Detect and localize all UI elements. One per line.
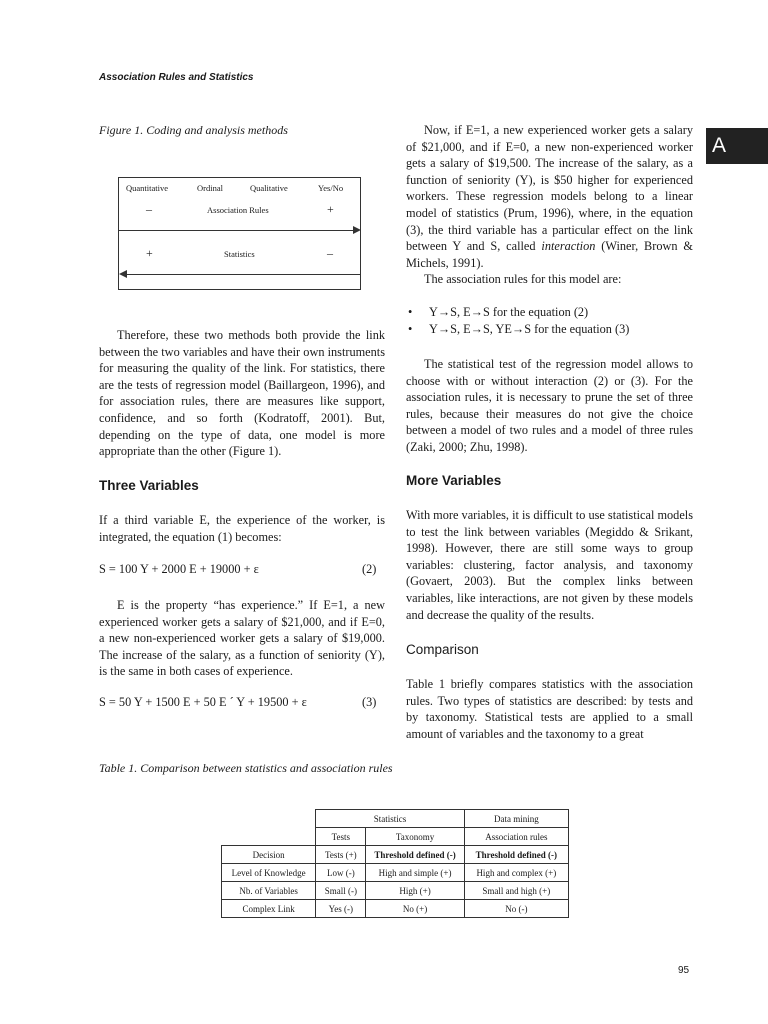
left-arrow-line: [123, 274, 361, 275]
list-item: • Y→S, E→S, YE→S for the equation (3): [406, 321, 693, 338]
table-sub-header: Taxonomy: [366, 828, 464, 846]
table-cell: High (+): [366, 882, 464, 900]
right-arrow-head-icon: [353, 226, 361, 234]
table-cell: Yes (-): [316, 900, 366, 918]
table-cell: High and complex (+): [464, 864, 568, 882]
table-cell: No (+): [366, 900, 464, 918]
table-group-header-statistics: Statistics: [316, 810, 464, 828]
right-arrow-line: [119, 230, 357, 231]
table-row: [222, 882, 569, 900]
table-cell: Low (-): [316, 864, 366, 882]
equation-3-number: (3): [362, 695, 377, 709]
section-tab: A: [706, 128, 768, 164]
table-cell: No (-): [464, 900, 568, 918]
left-paragraph-2: If a third variable E, the experience of the worker, is integrated, the equation (1) becomes:: [99, 513, 385, 544]
table-cell: Threshold defined (-): [464, 846, 568, 864]
table-sub-header: Association rules: [464, 828, 568, 846]
running-head: Association Rules and Statistics: [99, 72, 254, 83]
table-blank-cell: [222, 828, 316, 846]
fig-minus-sign-2: –: [327, 246, 333, 260]
table-cell: Small and high (+): [464, 882, 568, 900]
page-number: 95: [678, 965, 690, 976]
table-row-label: Nb. of Variables: [222, 882, 316, 900]
table-row-label: Complex Link: [222, 900, 316, 918]
table-cell: Small (-): [316, 882, 366, 900]
table-row: [222, 846, 569, 864]
fig-label-statistics: Statistics: [224, 249, 255, 259]
table-group-header-data-mining: Data mining: [464, 810, 568, 828]
rules-list: [406, 304, 693, 338]
left-arrow-head-icon: [119, 270, 127, 278]
comparison-table: [221, 809, 569, 918]
table-cell: Tests (+): [316, 846, 366, 864]
right-paragraph-1-tail: (Winer, Brown & Michels, 1991).: [406, 239, 693, 270]
equation-2-number: (2): [362, 562, 377, 576]
table-blank-cell: [222, 810, 316, 828]
left-paragraph-1: Therefore, these two methods both provide the link between the two variables and have their own instruments for measuring the quality of the link. For statistics, there are the tests of regression model (Baillargeon, 1996), and for association rules, there are measures like support, confidence, and so forth (Kodratoff, 2001). But, depending on the type of data, one model is more appropriate than the other (Figure 1).: [99, 328, 385, 459]
heading-three-variables: Three Variables: [99, 478, 199, 493]
fig-plus-sign-2: +: [146, 246, 153, 260]
table-caption: Table 1. Comparison between statistics and association rules: [99, 761, 393, 775]
right-paragraph-1-text: Now, if E=1, a new experienced worker gets a salary of $21,000, and if E=0, a new non-experienced worker gets a salary of $19,500. The increase of the salary, as a function of seniority (Y), is $50 higher for experienced workers. These regression models belong to a linear model of statistics (Prum, 1996), where, in the equation (3), the third variable has a particular effect on the link between Y and S, called: [406, 123, 693, 254]
figure-caption: Figure 1. Coding and analysis methods: [99, 123, 288, 137]
fig-label-qualitative: Qualitative: [250, 183, 288, 193]
table-row-label: Level of Knowledge: [222, 864, 316, 882]
heading-comparison: Comparison: [406, 642, 479, 657]
fig-plus-sign: +: [327, 202, 334, 216]
fig-label-ordinal: Ordinal: [197, 183, 223, 193]
figure-1-diagram: [118, 177, 361, 290]
equation-3: S = 50 Y + 1500 E + 50 E ´ Y + 19500 + ε: [99, 695, 307, 709]
table-sub-header: Tests: [316, 828, 366, 846]
fig-label-yesno: Yes/No: [318, 183, 344, 193]
fig-label-association-rules: Association Rules: [207, 205, 269, 215]
right-paragraph-1: [406, 122, 693, 271]
right-paragraph-2: The statistical test of the regression model allows to choose with or without interaction (2) or (3). For the association rules, it is necessary to prune the set of three rules, because their measures do not give the choice between a model of two rules and a model of three rules (Zaki, 2000; Zhu, 1998).: [406, 357, 693, 454]
fig-minus-sign: –: [146, 202, 152, 216]
table-cell: High and simple (+): [366, 864, 464, 882]
table-row-label: Decision: [222, 846, 316, 864]
table-row: [222, 828, 569, 846]
list-item: • Y→S, E→S for the equation (2): [406, 304, 693, 321]
right-paragraph-1b: The association rules for this model are:: [424, 272, 622, 286]
equation-2: S = 100 Y + 2000 E + 19000 + ε: [99, 562, 259, 576]
heading-more-variables: More Variables: [406, 473, 502, 488]
right-paragraph-4: Table 1 briefly compares statistics with the association rules. Two types of statistics are described: by tests and by taxonomy. Statistical tests are applied to a small amount of variables and the taxonomy to a great: [406, 677, 693, 741]
interaction-term: interaction: [541, 239, 596, 254]
fig-label-quantitative: Quantitative: [126, 183, 169, 193]
table-row: [222, 864, 569, 882]
left-paragraph-3: E is the property “has experience.” If E=1, a new experienced worker gets a salary of $21,000, and if E=0, a new non-experienced worker gets a salary of $19,000. The increase of the salary, as a function of seniority (Y), is the same in both cases of experience.: [99, 598, 385, 679]
right-paragraph-3: With more variables, it is difficult to use statistical models to test the link between variables (Megiddo & Srikant, 1998). However, there are still some ways to group variables: clustering, factor analysis, and taxonomy (Govaert, 2003). But the complex links between variables, like interactions, are not given by these models and decrease the quality of the results.: [406, 508, 693, 622]
table-row: [222, 900, 569, 918]
table-cell: Threshold defined (-): [366, 846, 464, 864]
table-row: [222, 810, 569, 828]
